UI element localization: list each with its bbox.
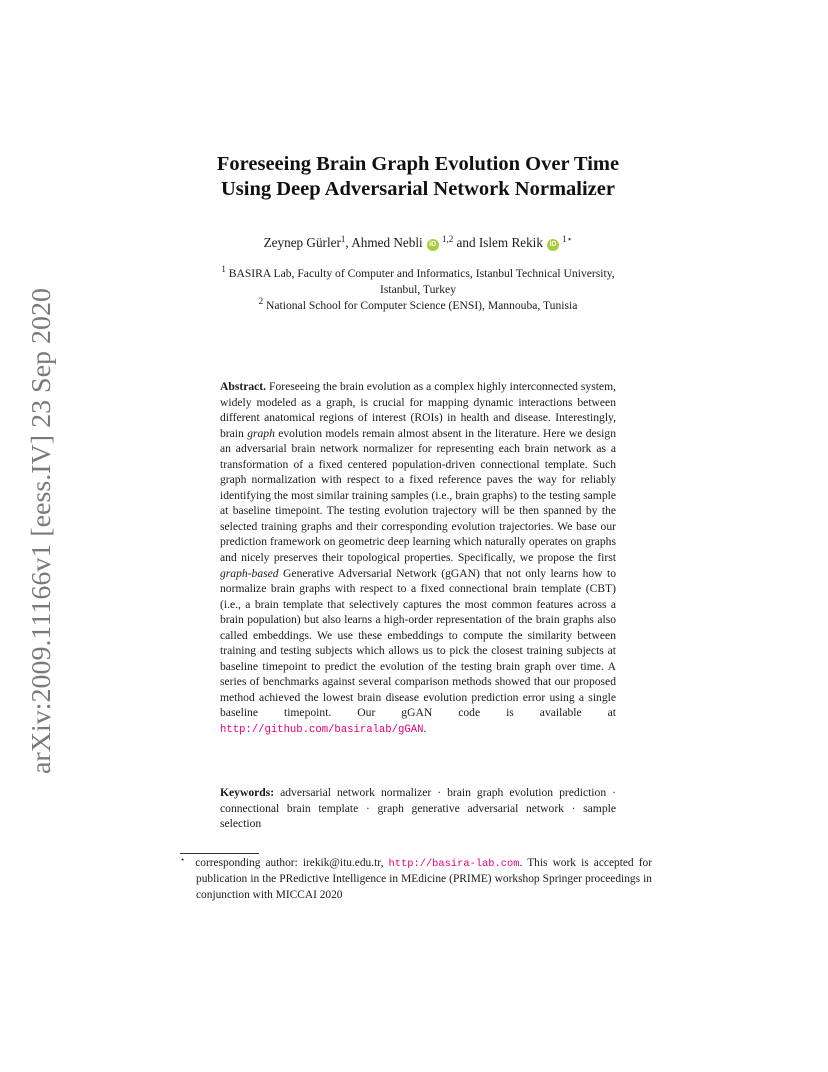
footnote xyxy=(180,856,652,903)
keywords-text: adversarial network normalizer · brain graph evolution prediction · connectional brain template · graph generative adversarial network · sample selection xyxy=(220,786,616,831)
author-separator: and xyxy=(453,235,479,250)
author-list xyxy=(120,234,716,252)
orcid-icon[interactable]: iD xyxy=(427,239,439,251)
affil-1-line-1: BASIRA Lab, Faculty of Computer and Informatics, Istanbul Technical University, xyxy=(228,267,615,280)
author-name: Zeynep Gürler xyxy=(263,235,341,250)
affil-sup: 1 xyxy=(221,264,226,274)
arxiv-sidebar-svg xyxy=(14,286,68,776)
lab-website-link[interactable]: http://basira-lab.com xyxy=(388,858,520,870)
author-affil-sup: 1⋆ xyxy=(562,234,573,244)
abstract-emphasis: graph xyxy=(247,426,275,440)
footnote-divider xyxy=(180,853,259,854)
affil-sup: 2 xyxy=(258,296,264,306)
footnote-body xyxy=(180,856,652,903)
title-line-1: Foreseeing Brain Graph Evolution Over Time xyxy=(216,153,620,175)
abstract-text: evolution models remain almost absent in the literature. Here we design an adversarial brain network normalizer for representing each brain network as a transformation of a fixed centered population-driven connectional template. Such graph normalization with respect to a fixed reference paves the way for reliably identifying the most similar training samples (i.e., brain graphs) to the testing sample at baseline timepoint. The testing evolution trajectory will be then spanned by the selected training graphs and their corresponding evolution trajectories. We base our prediction framework on geometric deep learning which naturally operates on graphs and nicely preserves their topological properties. Specifically, we propose the first xyxy=(220,426,616,565)
author-affil-sup: 1 xyxy=(340,234,346,244)
abstract-text: Generative Adversarial Network (gGAN) that not only learns how to normalize brain graphs with respect to a fixed connectional brain template (CBT) (i.e., a brain template that selectively captures the most common features across a brain population) but also learns a high-order representation of the brain graphs also called embeddings. We use these embeddings to compute the similarity between training and testing subjects which allows us to pick the closest training subjects at baseline timepoint to predict the evolution of the testing brain graph over time. A series of benchmarks against several comparison methods showed that our proposed method achieved the lowest brain disease evolution prediction error using a single baseline timepoint. Our gGAN code is available at xyxy=(220,566,616,720)
arxiv-id-text: arXiv:2009.11166v1 [eess.IV] 23 Sep 2020 xyxy=(26,305,56,774)
keywords-label: Keywords: xyxy=(220,786,275,799)
arxiv-sidebar-identifier xyxy=(14,286,68,776)
footnote-mark: ⋆ xyxy=(180,855,186,864)
footnote-text: . This work is accepted for publication in the PRedictive Intelligence in MEdicine (PRIME) workshop Springer proceedings in conjunction with MICCAI 2020 xyxy=(196,857,652,901)
affiliation-2 xyxy=(120,298,716,314)
orcid-icon[interactable]: iD xyxy=(547,239,559,251)
author-name: Ahmed Nebli xyxy=(351,235,423,250)
affil-1-line-2: Istanbul, Turkey xyxy=(379,283,456,296)
code-link[interactable]: http://github.com/basiralab/gGAN xyxy=(220,724,424,737)
affiliations xyxy=(120,266,716,314)
abstract-label: Abstract. xyxy=(220,380,267,393)
affiliation-1 xyxy=(120,266,716,282)
author-name: Islem Rekik xyxy=(478,235,543,250)
footnote-text: corresponding author: irekik@itu.edu.tr, xyxy=(190,857,389,869)
author-affil-sup: 1,2 xyxy=(441,234,454,244)
author-separator: , xyxy=(345,235,352,250)
title-line-2: Using Deep Adversarial Network Normalizer xyxy=(221,178,615,200)
affil-2-line-1: National School for Computer Science (ENSI), Mannouba, Tunisia xyxy=(266,299,578,312)
abstract-text: Foreseeing the brain evolution as a complex highly interconnected system, widely modeled as a graph, is crucial for mapping dynamic interactions between different anatomical regions of interest (ROIs) in health and disease. Interestingly, brain xyxy=(220,380,616,440)
paper-title xyxy=(120,152,716,202)
abstract xyxy=(220,379,616,739)
abstract-end: . xyxy=(423,722,427,736)
keywords xyxy=(220,785,616,832)
abstract-emphasis: graph-based xyxy=(220,566,279,580)
